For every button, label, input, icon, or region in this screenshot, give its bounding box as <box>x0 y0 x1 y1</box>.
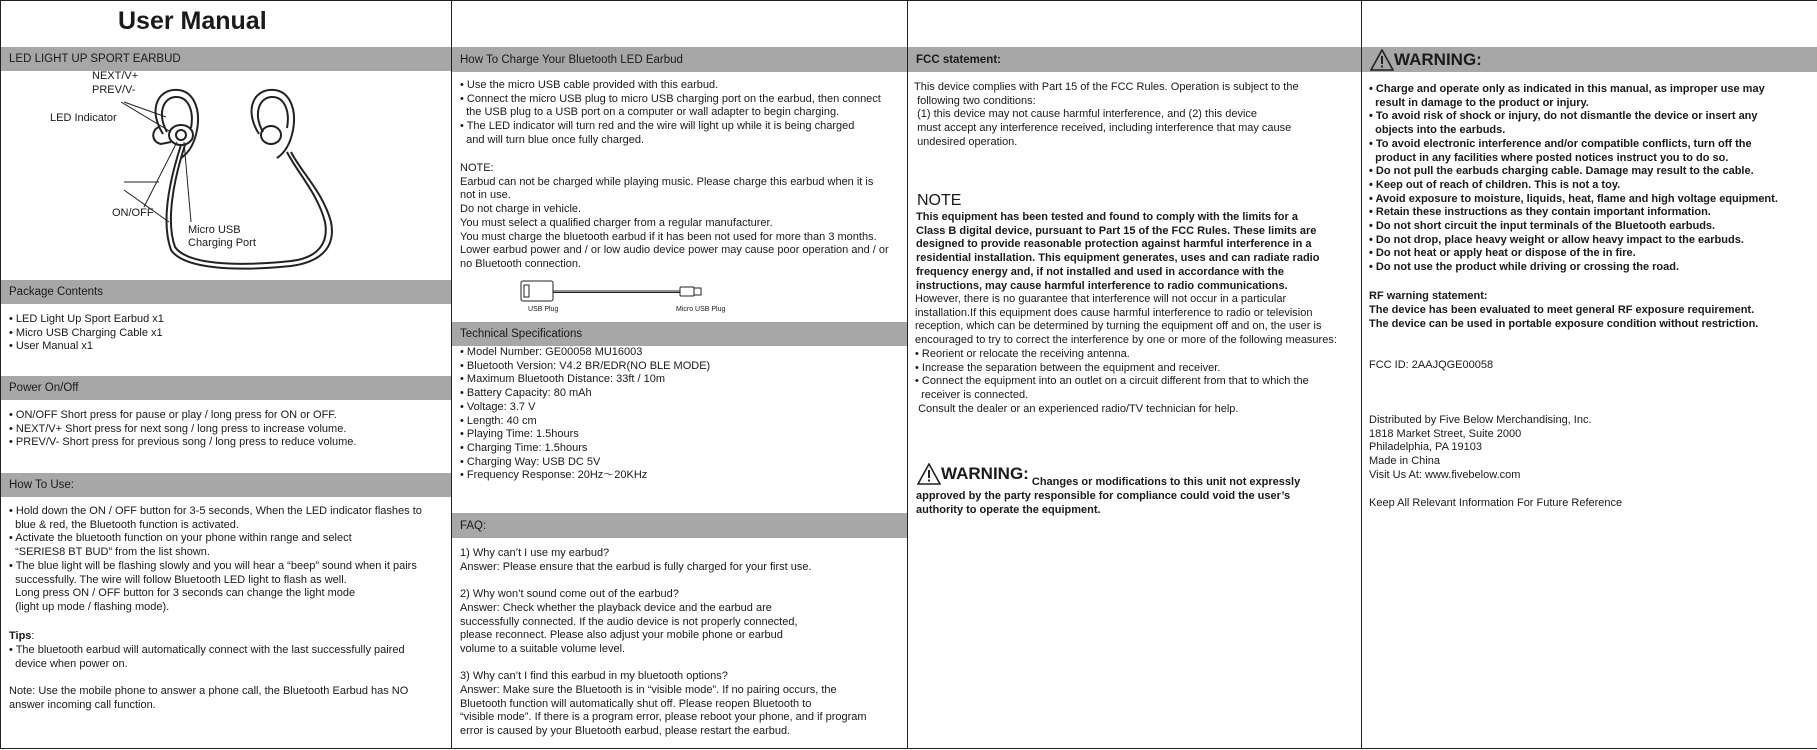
label-next: NEXT/V+ <box>92 70 139 82</box>
usb-cable-icon <box>520 278 720 306</box>
tips-body: • The bluetooth earbud will automatically connect with the last successfully paired device when power on. <box>9 644 405 670</box>
fcc-warning-line <box>917 463 1300 490</box>
label-led-indicator: LED Indicator <box>50 112 117 124</box>
fcc-warning-label: WARNING: <box>941 464 1029 483</box>
call-note: Note: Use the mobile phone to answer a phone call, the Bluetooth Earbud has NO answer incoming call function. <box>9 685 409 711</box>
section-header-charge: How To Charge Your Bluetooth LED Earbud <box>452 47 907 72</box>
how-to-use-list: • Hold down the ON / OFF button for 3-5 seconds, When the LED indicator flashes to blue & red, the Bluetooth function is activated. • Activate the bluetooth function on your phone within range and select “SERIES8 BT BUD” from the list shown. • The blue light will be flashing slowly and you will hear a “beep” sound when it pairs successfully. The wire will follow Bluetooth LED light to flash as well. Long press ON / OFF button for 3 seconds can change the light mode (light up mode / flashing mode). <box>9 505 422 613</box>
warning-heading <box>1370 49 1482 71</box>
section-header-package: Package Contents <box>1 280 451 304</box>
warning-list: • Charge and operate only as indicated in this manual, as improper use may result in damage to the product or injury. • To avoid risk of shock or injury, do not dismantle the device or insert any objects into the earbuds. • To avoid electronic interference and/or compatible conflicts, turn off the product in any facilities where posted notices instruct you to do so. • Do not pull the earbuds charging cable. Damage may result to the cable. • Keep out of reach of children. This is not a toy. • Avoid exposure to moisture, liquids, heat, flame and high voltage equipment. • Retain these instructions as they contain important information. • Do not short circuit the input terminals of the Bluetooth earbuds. • Do not drop, place heavy weight or allow heavy impact to the earbuds. • Do not heat or apply heat or dispose of the in fire. • Do not use the product while driving or crossing the road. <box>1369 83 1778 274</box>
section-header-fcc: FCC statement: <box>908 47 1361 72</box>
column-2 <box>452 0 908 749</box>
warning-icon <box>917 463 941 485</box>
warning-label: WARNING: <box>1394 49 1482 69</box>
power-instructions: • ON/OFF Short press for pause or play / long press for ON or OFF. • NEXT/V+ Short press for next song / long press to increase volume. • PREV/V- Short press for previous song / long press to reduce volume. <box>9 409 357 449</box>
section-header-warning <box>1362 47 1817 72</box>
note-plain-text: However, there is no guarantee that interference will not occur in a particular installation.If this equipment does cause harmful interference to radio or television reception, which can be determined by turning the equipment off and on, the user is encouraged to try to correct the interference by one or more of the following measures: • Reorient or relocate the receiving antenna. • Increase the separation between the equipment and receiver. • Connect the equipment into an outlet on a circuit different from that to which the receiver is connected. Consult the dealer or an experienced radio/TV technician for help. <box>915 293 1337 415</box>
keep-info-note: Keep All Relevant Information For Future Reference <box>1369 497 1623 509</box>
label-prev: PREV/V- <box>92 84 136 96</box>
page-title: User Manual <box>118 7 267 35</box>
fcc-warning-heading <box>917 463 1029 485</box>
column-1 <box>0 0 452 749</box>
label-charging-port: Charging Port <box>188 237 256 249</box>
section-header-power: Power On/Off <box>1 376 451 400</box>
rf-heading: RF warning statement: <box>1369 290 1488 302</box>
section-header-how-to-use: How To Use: <box>1 473 451 497</box>
fcc-warning-inline: Changes or modifications to this unit not expressly <box>1028 476 1301 488</box>
note-bold-text: This equipment has been tested and found to comply with the limits for a Class B digital device, pursuant to Part 15 of the FCC Rules. These limits are designed to provide reasonable protection against harmful interference in a residential installation. This equipment generates, uses and can radiate radio frequency energy and, if not installed and used in accordance with the instructions, may cause harmful interference to radio communications. <box>916 211 1320 292</box>
warning-icon <box>1370 49 1394 71</box>
package-contents-list: • LED Light Up Sport Earbud x1 • Micro USB Charging Cable x1 • User Manual x1 <box>9 313 164 353</box>
distributor-info: Distributed by Five Below Merchandising, Inc. 1818 Market Street, Suite 2000 Philadelphia, PA 19103 Made in China Visit Us At: www.fivebelow.com <box>1369 414 1592 481</box>
fcc-body: This device complies with Part 15 of the FCC Rules. Operation is subject to the following two conditions: (1) this device may not cause harmful interference, and (2) this device must accept any interference received, including interference that may cause undesired operation. <box>914 81 1299 148</box>
label-micro-usb: Micro USB <box>188 224 241 236</box>
label-onoff: ON/OFF <box>112 207 154 219</box>
charge-note: NOTE: Earbud can not be charged while playing music. Please charge this earbud when it is not in use. Do not charge in vehicle. You must select a qualified charger from a regular manufacturer. You must charge the bluetooth earbud if it has been not used for more than 3 months. Lower earbud power and / or low audio device power may cause poor operation and / or no Bluetooth connection. <box>460 162 889 270</box>
section-header-faq: FAQ: <box>452 513 907 538</box>
column-3 <box>908 0 1362 749</box>
section-header-earbud: LED LIGHT UP SPORT EARBUD <box>1 47 451 71</box>
tips-colon: : <box>31 630 35 642</box>
tips-label: Tips <box>9 630 32 642</box>
column-4 <box>1362 0 1817 749</box>
faq-text: 1) Why can’t I use my earbud? Answer: Please ensure that the earbud is fully charged for your first use. 2) Why won’t sound come out of the earbud? Answer: Check whether the playback device and the earbud are successfully connected. If the audio device is not properly connected, please reconnect. Please also adjust your mobile phone or earbud volume to a suitable volume level. 3) Why can’t I find this earbud in my bluetooth options? Answer: Make sure the Bluetooth is in “visible mode”. If no pairing occurs, the Bluetooth function will automatically shut off. Please reopen Bluetooth to “visible mode”. If there is a program error, please reboot your phone, and if program error is caused by your Bluetooth earbud, please restart the earbud. <box>460 547 867 738</box>
micro-usb-plug-label: Micro USB Plug <box>676 306 726 313</box>
specs-list: • Model Number: GE00058 MU16003 • Bluetooth Version: V4.2 BR/EDR(NO BLE MODE) • Maximum Bluetooth Distance: 33ft / 10m • Battery Capacity: 80 mAh • Voltage: 3.7 V • Length: 40 cm • Playing Time: 1.5hours • Charging Time: 1.5hours • Charging Way: USB DC 5V • Frequency Response: 20Hz～20KHz <box>460 346 711 482</box>
usb-plug-label: USB Plug <box>528 306 559 313</box>
fcc-warning-rest: approved by the party responsible for compliance could void the user’s authority to operate the equipment. <box>916 490 1291 516</box>
note-heading: NOTE <box>917 192 962 209</box>
fcc-id: FCC ID: 2AAJQGE00058 <box>1369 359 1494 371</box>
charge-instructions: • Use the micro USB cable provided with this earbud. • Connect the micro USB plug to micro USB charging port on the earbud, then connect the USB plug to a USB port on a computer or wall adapter to begin charging. • The LED indicator will turn red and the wire will light up while it is being charged and will turn blue once fully charged. <box>460 79 881 146</box>
section-header-specs: Technical Specifications <box>452 322 907 346</box>
rf-body: The device has been evaluated to meet general RF exposure requirement. The device can be used in portable exposure condition without restriction. <box>1369 304 1759 330</box>
